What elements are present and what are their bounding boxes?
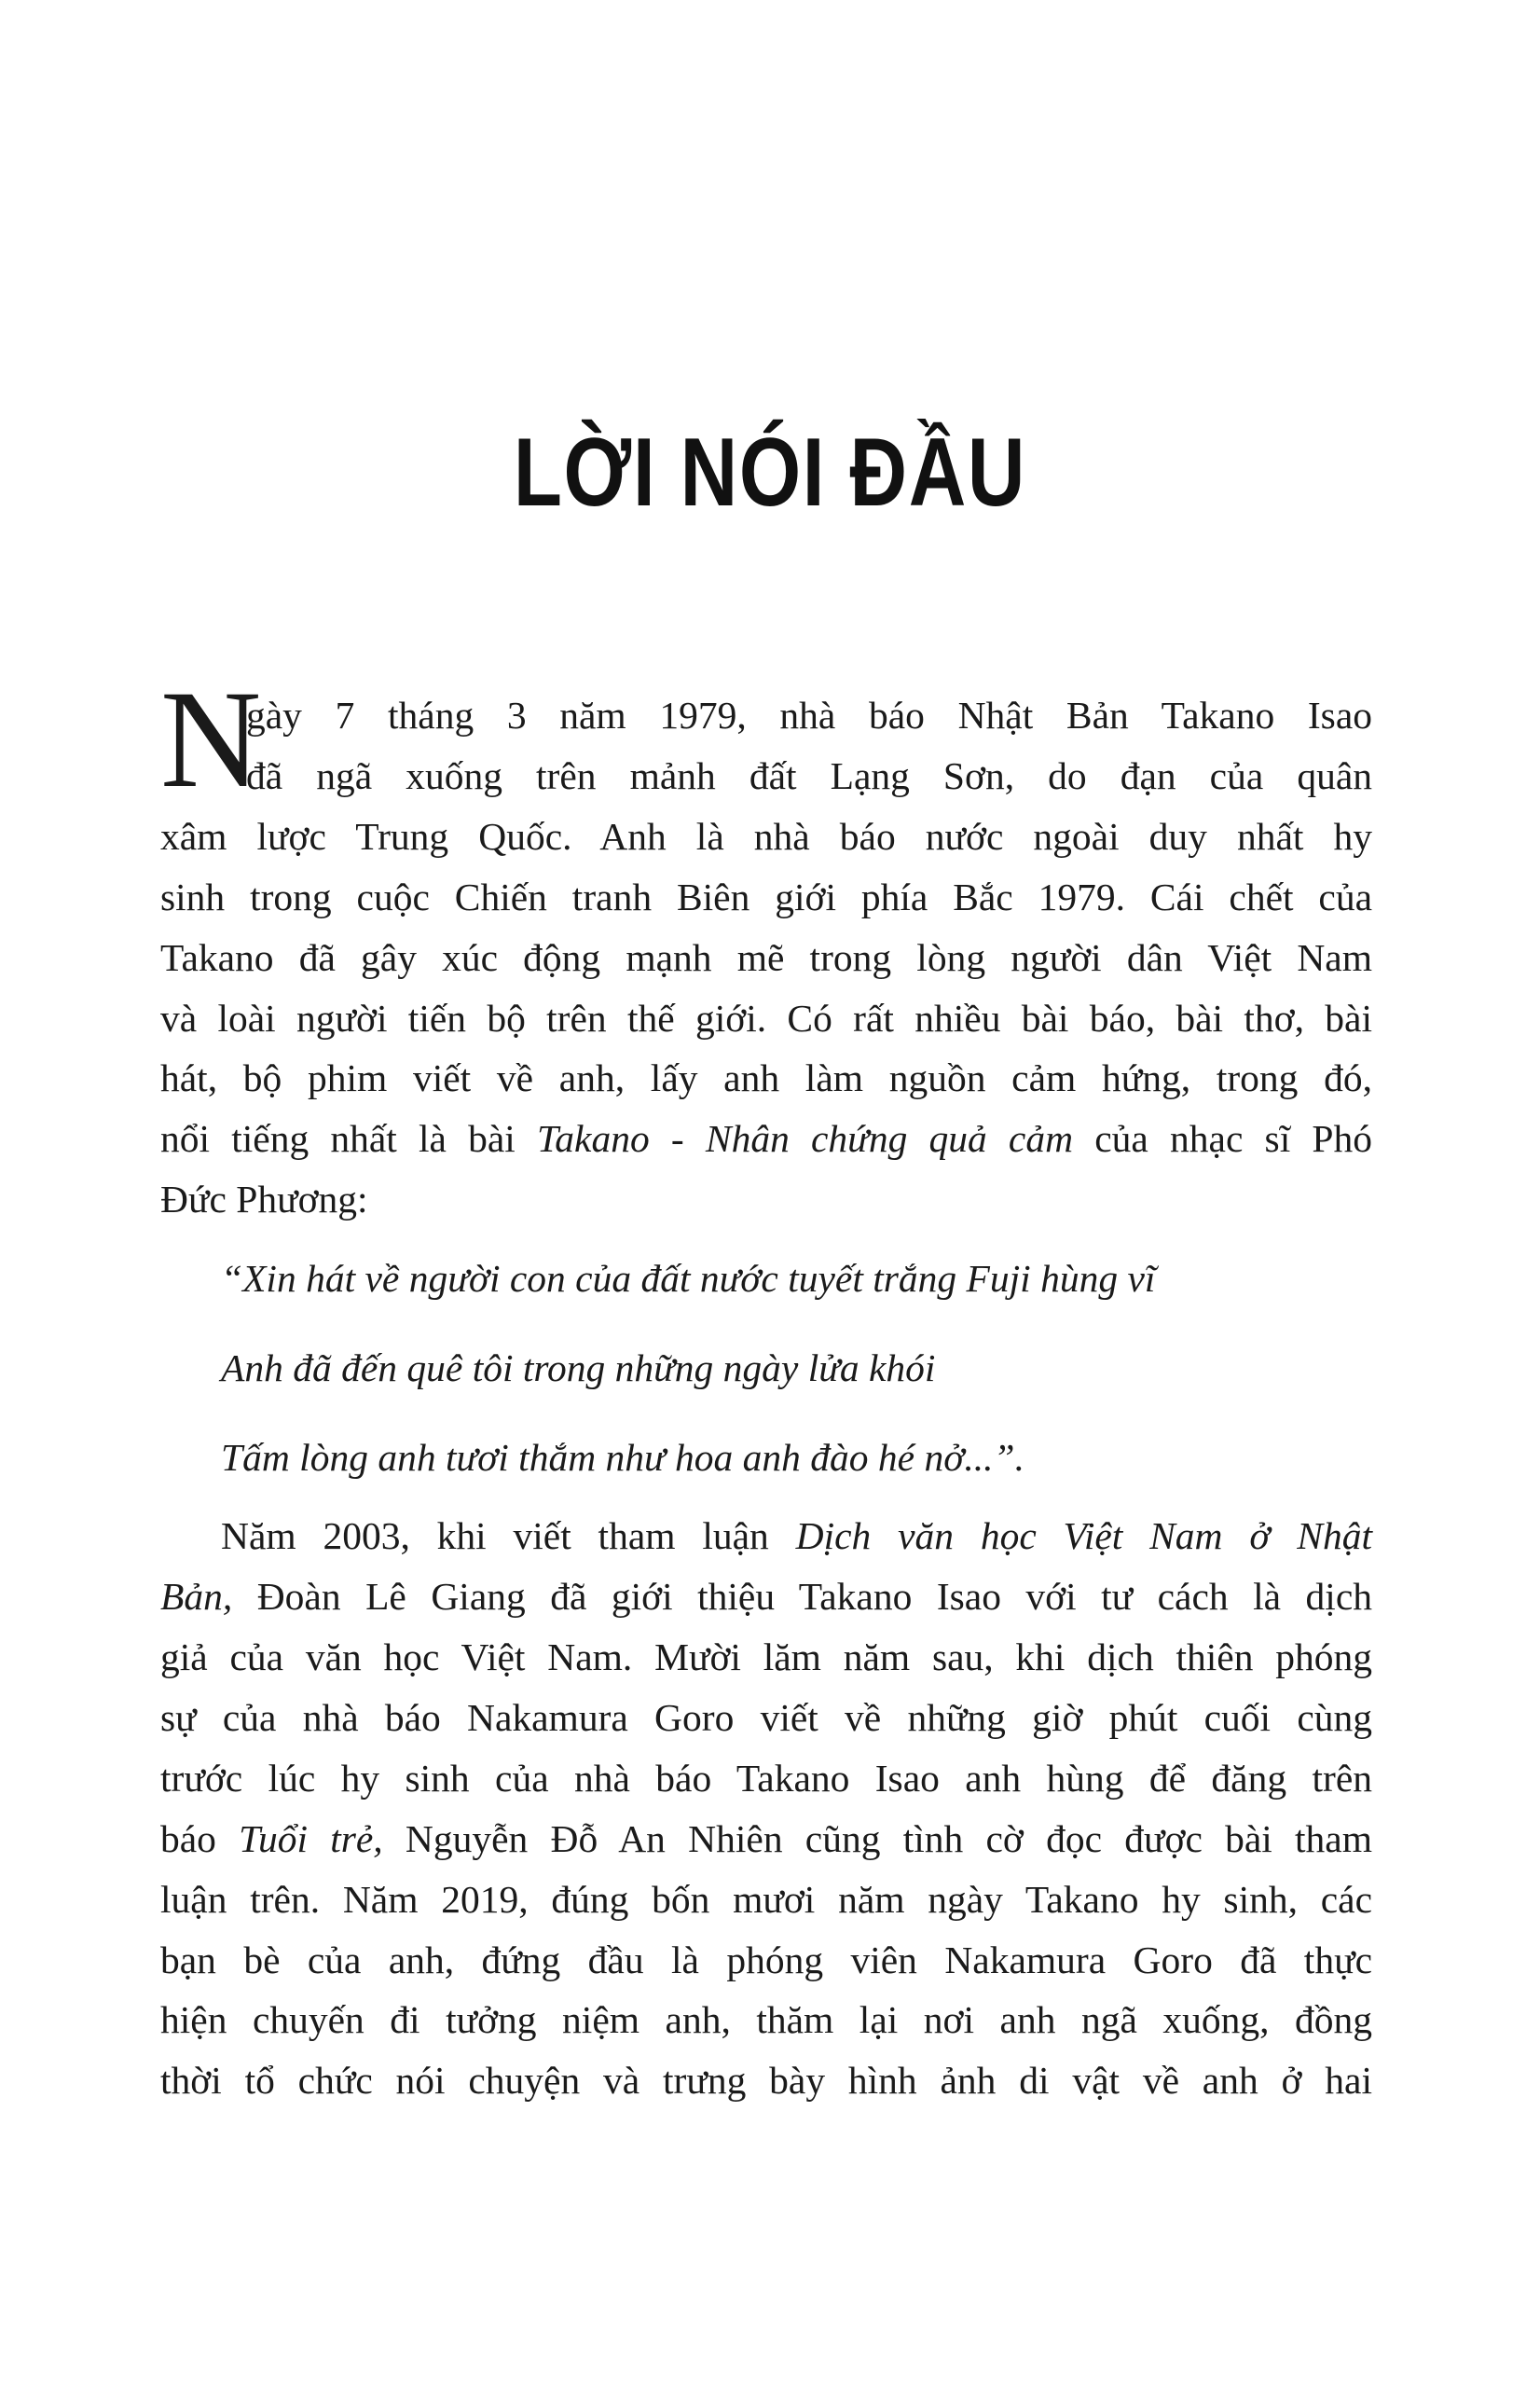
- text-run: Nguyễn Đỗ An Nhiên cũng tình cờ đọc được bài tham: [382, 1816, 1373, 1860]
- text-line: hiện chuyến đi tưởng niệm anh, thăm lại nơi anh ngã xuống, đồng: [160, 1998, 1372, 2042]
- text-line: gày 7 tháng 3 năm 1979, nhà báo Nhật Bản Takano Isao: [246, 694, 1372, 737]
- song-title: Takano - Nhân chứng quả cảm: [537, 1117, 1074, 1161]
- text-line: xâm lược Trung Quốc. Anh là nhà báo nước ngoài duy nhất hy: [160, 814, 1372, 858]
- song-verse: [160, 1235, 1372, 1500]
- text-run: báo: [160, 1816, 240, 1860]
- text-line: sự của nhà báo Nakamura Goro viết về những giờ phút cuối cùng: [160, 1695, 1372, 1739]
- text-line: thời tổ chức nói chuyện và trưng bày hình ảnh di vật về anh ở hai: [160, 2059, 1372, 2103]
- text-line: sinh trong cuộc Chiến tranh Biên giới phía Bắc 1979. Cái chết của: [160, 875, 1372, 918]
- chapter-title: LỜI NÓI ĐẦU: [513, 419, 1027, 527]
- text-line: hát, bộ phim viết về anh, lấy anh làm nguồn cảm hứng, trong đó,: [160, 1056, 1372, 1100]
- body-text: [160, 662, 1373, 2111]
- text-line: giả của văn học Việt Nam. Mười lăm năm sau, khi dịch thiên phóng: [160, 1635, 1372, 1678]
- paragraph-1: [160, 662, 1372, 1230]
- verse-line: Tấm lòng anh tươi thắm như hoa anh đào hé nở...”.: [221, 1436, 1024, 1480]
- drop-cap: N: [160, 662, 262, 817]
- paragraph-2: [160, 1506, 1372, 2111]
- paper-title-cont: Bản,: [160, 1575, 233, 1619]
- text-line: [160, 1566, 1372, 1627]
- text-line: [160, 1809, 1372, 1870]
- verse-line: Anh đã đến quê tôi trong những ngày lửa khói: [221, 1346, 936, 1390]
- text-line: đã ngã xuống trên mảnh đất Lạng Sơn, do đạn của quân: [246, 753, 1372, 797]
- verse-line: “Xin hát về người con của đất nước tuyết trắng Fuji hùng vĩ: [221, 1257, 1156, 1301]
- text-line: và loài người tiến bộ trên thế giới. Có rất nhiều bài báo, bài thơ, bài: [160, 996, 1372, 1040]
- text-run: nổi tiếng nhất là bài: [160, 1117, 538, 1161]
- text-line: bạn bè của anh, đứng đầu là phóng viên Nakamura Goro đã thực: [160, 1938, 1372, 1981]
- text-line: luận trên. Năm 2019, đúng bốn mươi năm ngày Takano hy sinh, các: [160, 1877, 1372, 1921]
- text-line: Takano đã gây xúc động mạnh mẽ trong lòng người dân Việt Nam: [160, 935, 1372, 979]
- text-run: Năm 2003, khi viết tham luận: [221, 1514, 796, 1558]
- newspaper-name: Tuổi trẻ,: [239, 1816, 383, 1860]
- text-line: [160, 1109, 1372, 1169]
- text-line: Đức Phương:: [160, 1178, 368, 1221]
- text-line: [160, 1506, 1372, 1566]
- text-line: trước lúc hy sinh của nhà báo Takano Isao anh hùng để đăng trên: [160, 1756, 1372, 1800]
- paper-title: Dịch văn học Việt Nam ở Nhật: [795, 1514, 1372, 1558]
- text-run: của nhạc sĩ Phó: [1073, 1117, 1372, 1161]
- text-run: Đoàn Lê Giang đã giới thiệu Takano Isao với tư cách là dịch: [232, 1575, 1372, 1619]
